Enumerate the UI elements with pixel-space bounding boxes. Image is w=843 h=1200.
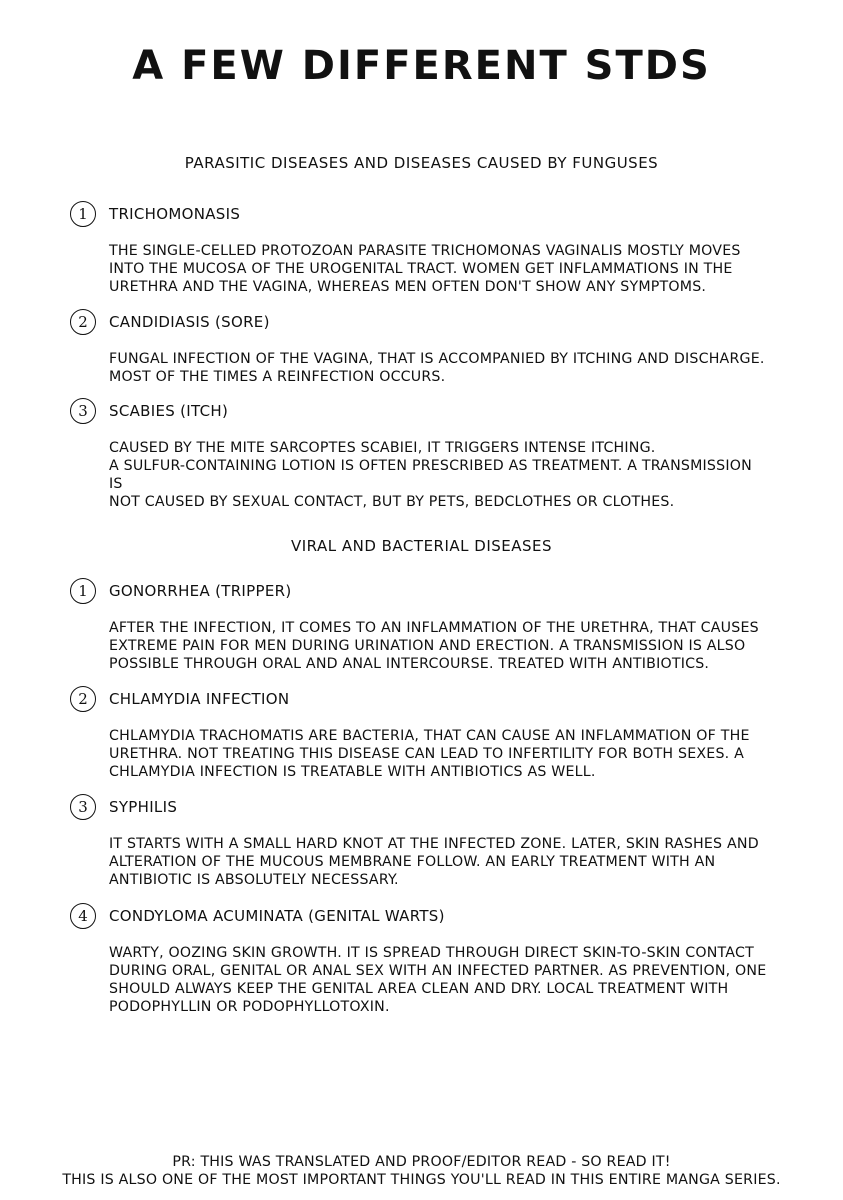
- entry-body: THE SINGLE-CELLED PROTOZOAN PARASITE TRICHOMONAS VAGINALIS MOSTLY MOVES INTO THE MUCOSA OF THE UROGENITAL TRACT. WOMEN GET INFLAMMATIONS IN THE URETHRA AND THE VAGINA, WHEREAS MEN OFTEN DON'T SHOW ANY SYMPTOMS.: [109, 243, 741, 295]
- section-heading-viral: VIRAL AND BACTERIAL DISEASES: [290, 537, 553, 555]
- entry-body: AFTER THE INFECTION, IT COMES TO AN INFLAMMATION OF THE URETHRA, THAT CAUSES EXTREME PAIN FOR MEN DURING URINATION AND ERECTION. A TRANSMISSION IS ALSO POSSIBLE THROUGH ORAL AND ANAL INTERCOURSE. TREATED WITH ANTIBIOTICS.: [109, 620, 759, 672]
- entry-gonorrhea: [70, 577, 770, 673]
- circled-number-icon: 1: [70, 201, 96, 227]
- entry-condyloma: [70, 902, 770, 1016]
- page-title: A FEW DIFFERENT STDS: [132, 43, 711, 89]
- footer-note: [0, 1153, 843, 1189]
- footer-line-2: THIS IS ALSO ONE OF THE MOST IMPORTANT THINGS YOU'LL READ IN THIS ENTIRE MANGA SERIES.: [62, 1172, 781, 1188]
- circled-number-icon: 1: [70, 578, 96, 604]
- entry-syphilis: [70, 793, 770, 889]
- entry-title: SCABIES (ITCH): [109, 402, 229, 420]
- section-heading-parasitic: PARASITIC DISEASES AND DISEASES CAUSED BY FUNGUSES: [184, 154, 659, 172]
- entry-candidiasis: [70, 308, 770, 386]
- entry-title: CONDYLOMA ACUMINATA (GENITAL WARTS): [109, 907, 445, 925]
- circled-number-icon: 3: [70, 794, 96, 820]
- entry-trichomonasis: [70, 200, 770, 296]
- circled-number-icon: 4: [70, 903, 96, 929]
- circled-number-icon: 2: [70, 686, 96, 712]
- entry-body: CAUSED BY THE MITE SARCOPTES SCABIEI, IT TRIGGERS INTENSE ITCHING. A SULFUR-CONTAINING LOTION IS OFTEN PRESCRIBED AS TREATMENT. A TRANSMISSION IS NOT CAUSED BY SEXUAL CONTACT, BUT BY PETS, BEDCLOTHES OR CLOTHES.: [109, 440, 752, 510]
- circled-number-icon: 2: [70, 309, 96, 335]
- entry-scabies: [70, 397, 770, 511]
- entry-title: CANDIDIASIS (SORE): [109, 313, 270, 331]
- entry-body: FUNGAL INFECTION OF THE VAGINA, THAT IS ACCOMPANIED BY ITCHING AND DISCHARGE. MOST OF THE TIMES A REINFECTION OCCURS.: [109, 351, 765, 385]
- entry-chlamydia: [70, 685, 770, 781]
- entry-title: CHLAMYDIA INFECTION: [109, 690, 290, 708]
- circled-number-icon: 3: [70, 398, 96, 424]
- footer-line-1: PR: THIS WAS TRANSLATED AND PROOF/EDITOR READ - SO READ IT!: [172, 1154, 671, 1170]
- entry-title: SYPHILIS: [109, 798, 178, 816]
- entry-title: GONORRHEA (TRIPPER): [109, 582, 292, 600]
- entry-body: IT STARTS WITH A SMALL HARD KNOT AT THE INFECTED ZONE. LATER, SKIN RASHES AND ALTERATION OF THE MUCOUS MEMBRANE FOLLOW. AN EARLY TREATMENT WITH AN ANTIBIOTIC IS ABSOLUTELY NECESSARY.: [109, 836, 759, 888]
- entry-title: TRICHOMONASIS: [109, 205, 241, 223]
- entry-body: WARTY, OOZING SKIN GROWTH. IT IS SPREAD THROUGH DIRECT SKIN-TO-SKIN CONTACT DURING ORAL, GENITAL OR ANAL SEX WITH AN INFECTED PARTNER. AS PREVENTION, ONE SHOULD ALWAYS KEEP THE GENITAL AREA CLEAN AND DRY. LOCAL TREATMENT WITH PODOPHYLLIN OR PODOPHYLLOTOXIN.: [109, 945, 767, 1015]
- entry-body: CHLAMYDIA TRACHOMATIS ARE BACTERIA, THAT CAN CAUSE AN INFLAMMATION OF THE URETHRA. NOT TREATING THIS DISEASE CAN LEAD TO INFERTILITY FOR BOTH SEXES. A CHLAMYDIA INFECTION IS TREATABLE WITH ANTIBIOTICS AS WELL.: [109, 728, 750, 780]
